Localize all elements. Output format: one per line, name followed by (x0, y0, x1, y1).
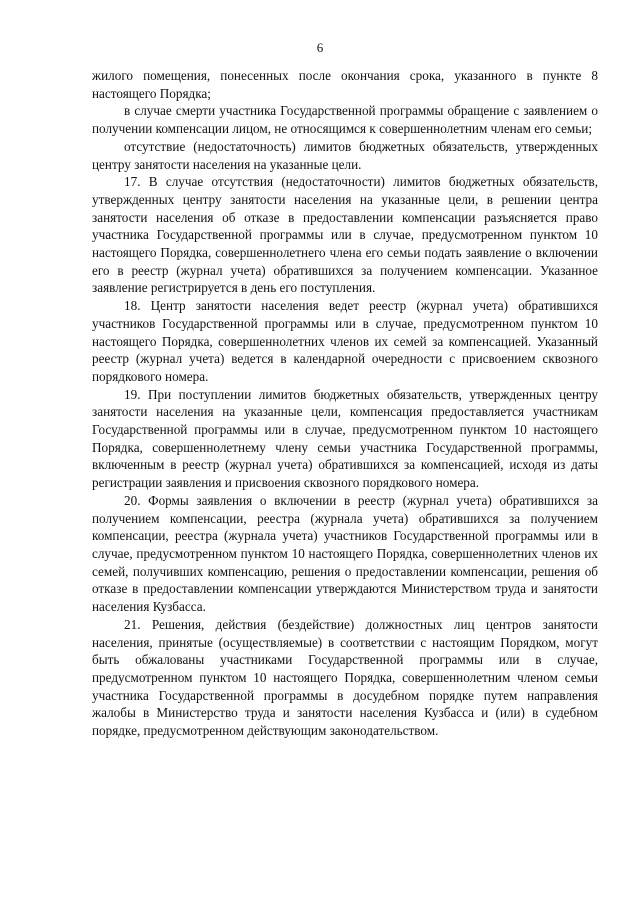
paragraph-18: 18. Центр занятости населения ведет реестр (журнал учета) обратившихся участников Государственной программы или в случае, предусмотренном пунктом 10 настоящего Порядка, совершеннолетних членов их семей за компенсацией. Указанный реестр (журнал учета) ведется в календарной очередности с присвоением сквозного порядкового номера. (92, 298, 598, 384)
paragraph-20: 20. Формы заявления о включении в реестр (журнал учета) обратившихся за получением компенсации, реестра (журнала учета) обратившихся за получением компенсации, реестра (журнала учета) участников Государственной программы или в случае, предусмотренном пунктом 10 настоящего Порядка, совершеннолетних членов их семей, получивших компенсацию, решения о предоставлении компенсации, решения об отказе в предоставлении компенсации утверждаются Министерством труда и занятости населения Кузбасса. (92, 492, 598, 615)
paragraph-19: 19. При поступлении лимитов бюджетных обязательств, утвержденных центру занятости населения на указанные цели, компенсация предоставляется участникам Государственной программы или в случае, предусмотренном пунктом 10 настоящего Порядка, совершеннолетнему члену семьи участника Государственной программы, включенным в реестр (журнал учета) обратившихся за компенсацией, исходя из даты регистрации заявления и присвоения сквозного порядкового номера. (92, 386, 598, 491)
paragraph-limits-absence: отсутствие (недостаточность) лимитов бюджетных обязательств, утвержденных центру занятости населения на указанные цели. (92, 138, 598, 172)
page-number: 6 (316, 40, 324, 55)
document-body (92, 67, 598, 740)
paragraph-death-case: в случае смерти участника Государственной программы обращение с заявлением о получении компенсации лицом, не относящимся к совершеннолетним членам его семьи; (92, 103, 598, 137)
paragraph-21: 21. Решения, действия (бездействие) должностных лиц центров занятости населения, принятые (осуществляемые) в соответствии с настоящим Порядком, могут быть обжалованы участниками Государственной программы или в случае, предусмотренном пунктом 10 настоящего Порядка, совершеннолетним членом семьи участника Государственной программы в досудебном порядке путем направления жалобы в Министерство труда и занятости населения Кузбасса и (или) в судебном порядке, предусмотренном действующим законодательством. (92, 616, 598, 739)
paragraph-continuation: жилого помещения, понесенных после окончания срока, указанного в пункте 8 настоящего Порядка; (92, 68, 598, 101)
paragraph-17: 17. В случае отсутствия (недостаточности) лимитов бюджетных обязательств, утвержденных центру занятости населения на указанные цели, в решении центра занятости населения об отказе в предоставлении компенсации разъясняется право участника Государственной программы или в случае, предусмотренном пунктом 10 настоящего Порядка, совершеннолетнего члена его семьи подать заявление о включении его в реестр (журнал учета) обратившихся за получением компенсации. Указанное заявление регистрируется в день его поступления. (92, 174, 598, 296)
